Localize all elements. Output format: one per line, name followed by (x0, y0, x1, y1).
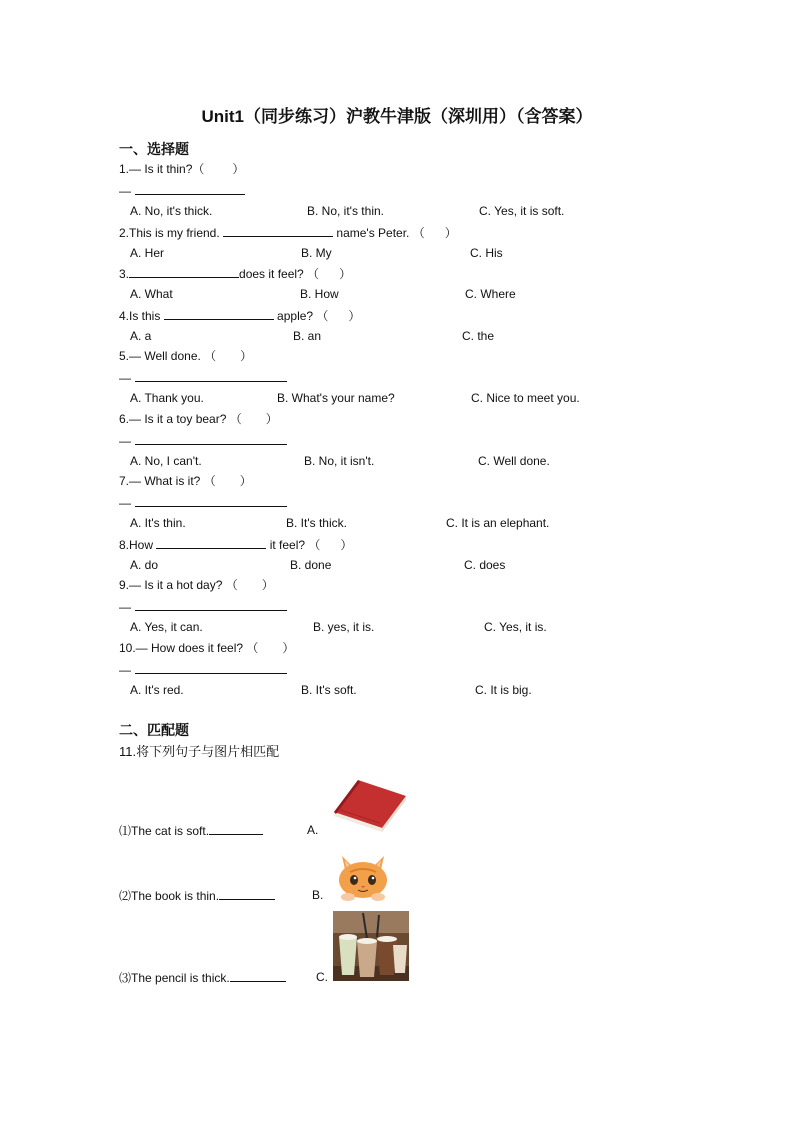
matching-instruction: 11.将下列句子与图片相匹配 (119, 744, 280, 759)
book-image (330, 774, 408, 832)
question-1 (119, 162, 244, 176)
question-7: 7.— What is it? （ ） (119, 474, 252, 488)
match-row-2: ⑵The book is thin. (119, 888, 275, 903)
question-8: 8.How it feel? （ ） (119, 538, 353, 552)
option-7b[interactable]: B. It's thick. (286, 516, 347, 530)
cat-image (334, 852, 392, 902)
option-6c[interactable]: C. Well done. (478, 454, 550, 468)
option-5c[interactable]: C. Nice to meet you. (471, 391, 580, 405)
option-8a[interactable]: A. do (130, 558, 159, 572)
option-9c[interactable]: C. Yes, it is. (484, 620, 547, 634)
option-1c[interactable]: C. Yes, it is soft. (479, 204, 565, 218)
answer-line-7[interactable]: — (119, 495, 287, 510)
blank-4[interactable] (164, 308, 274, 320)
option-3b[interactable]: B. How (300, 287, 339, 301)
option-1a[interactable]: A. No, it's thick. (130, 204, 213, 218)
question-1-paren: ） (232, 162, 245, 176)
option-6a[interactable]: A. No, I can't. (130, 454, 202, 468)
match-blank-3[interactable] (230, 970, 286, 982)
option-10b[interactable]: B. It's soft. (301, 683, 357, 697)
match-row-3: ⑶The pencil is thick. (119, 970, 286, 985)
answer-line-9[interactable]: — (119, 599, 287, 614)
option-1b[interactable]: B. No, it's thin. (307, 204, 384, 218)
option-9a[interactable]: A. Yes, it can. (130, 620, 203, 634)
answer-line-6[interactable]: — (119, 433, 287, 448)
option-10c[interactable]: C. It is big. (475, 683, 532, 697)
blank-2[interactable] (223, 225, 333, 237)
option-10a[interactable]: A. It's red. (130, 683, 184, 697)
blank-8[interactable] (156, 537, 266, 549)
question-10: 10.— How does it feel? （ ） (119, 641, 295, 655)
match-letter-b: B. (312, 888, 324, 902)
option-9b[interactable]: B. yes, it is. (313, 620, 375, 634)
option-2b[interactable]: B. My (301, 246, 332, 260)
option-4b[interactable]: B. an (293, 329, 322, 343)
question-1-stem: 1.— Is it thin?（ (119, 162, 205, 176)
document-title: Unit1（同步练习）沪教牛津版（深圳用）（含答案） (201, 107, 593, 126)
section-heading-choice: 一、选择题 (119, 141, 189, 157)
question-2: 2.This is my friend. name's Peter. （ ） (119, 226, 457, 240)
section-heading-matching: 二、匹配题 (119, 722, 189, 738)
option-4a[interactable]: A. a (130, 329, 152, 343)
option-3c[interactable]: C. Where (465, 287, 516, 301)
option-3a[interactable]: A. What (130, 287, 173, 301)
option-4c[interactable]: C. the (462, 329, 495, 343)
match-letter-a: A. (307, 823, 319, 837)
answer-line-10[interactable]: — (119, 662, 287, 677)
question-5: 5.— Well done. （ ） (119, 349, 253, 363)
option-5a[interactable]: A. Thank you. (130, 391, 204, 405)
drinks-image (333, 911, 409, 981)
option-7a[interactable]: A. It's thin. (130, 516, 186, 530)
blank-3[interactable] (129, 266, 239, 278)
option-8b[interactable]: B. done (290, 558, 332, 572)
question-9: 9.— Is it a hot day? （ ） (119, 578, 274, 592)
question-6: 6.— Is it a toy bear? （ ） (119, 412, 278, 426)
question-3: 3. does it feel? （ ） (119, 267, 352, 281)
match-row-1: ⑴The cat is soft. (119, 823, 263, 838)
match-blank-1[interactable] (209, 823, 263, 835)
answer-line-5[interactable]: — (119, 370, 287, 385)
answer-line-1[interactable]: — (119, 183, 245, 198)
match-letter-c: C. (316, 970, 328, 984)
option-2a[interactable]: A. Her (130, 246, 165, 260)
option-7c[interactable]: C. It is an elephant. (446, 516, 550, 530)
option-2c[interactable]: C. His (470, 246, 503, 260)
match-blank-2[interactable] (219, 888, 275, 900)
option-5b[interactable]: B. What's your name? (277, 391, 395, 405)
question-4: 4.Is this apple? （ ） (119, 309, 361, 323)
option-6b[interactable]: B. No, it isn't. (304, 454, 375, 468)
option-8c[interactable]: C. does (464, 558, 506, 572)
